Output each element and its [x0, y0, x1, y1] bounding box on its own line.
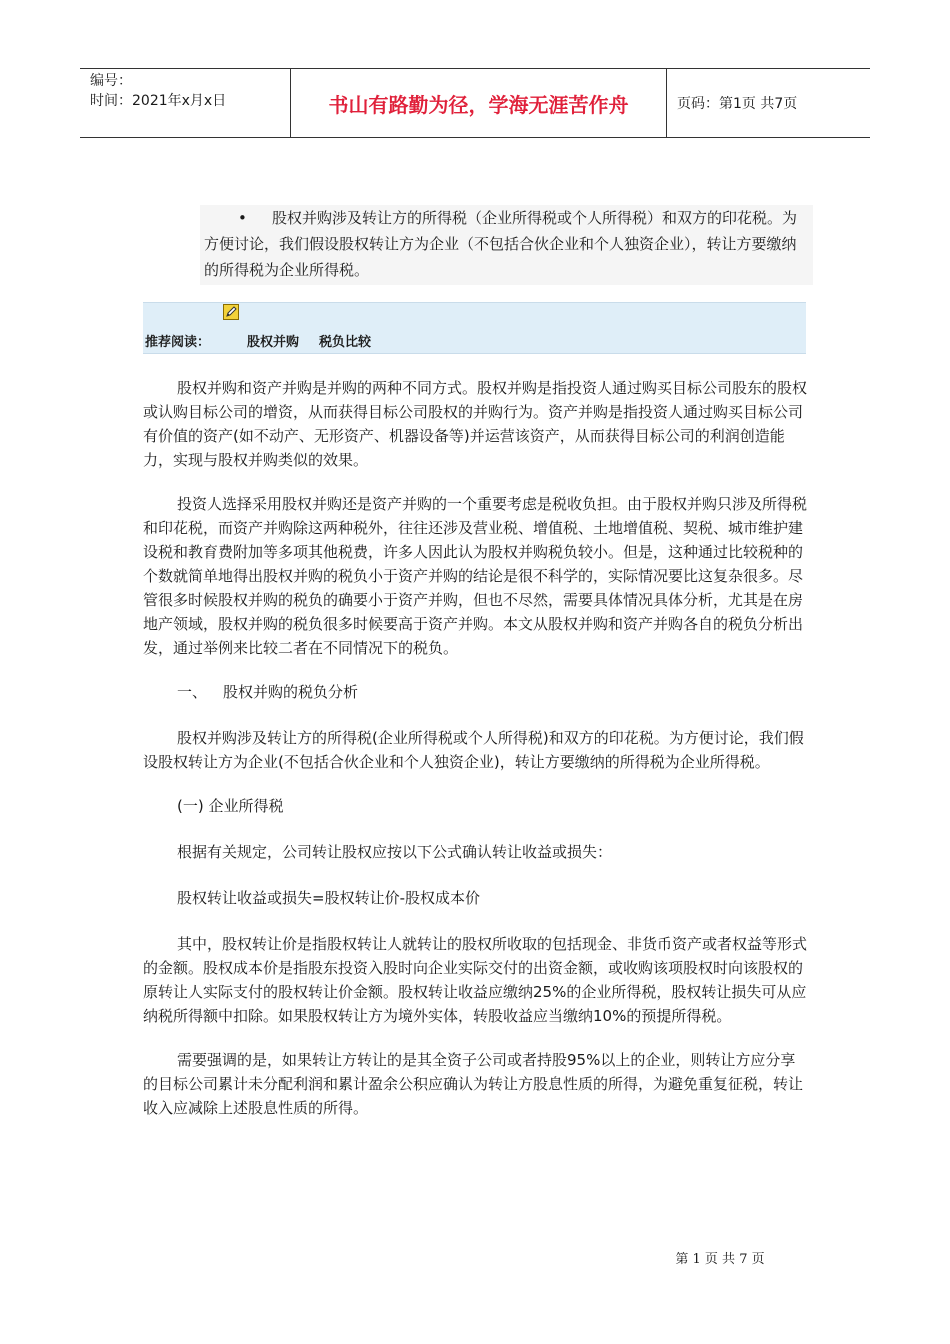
recommended-reading-bar [143, 302, 806, 354]
pencil-icon[interactable] [223, 304, 239, 320]
article-body [143, 376, 808, 1140]
paragraph-definitions: 其中，股权转让价是指股权转让人就转让的股权所收取的包括现金、非货币资产或者权益等形式的金额。股权成本价是指股东投资入股时向企业实际交付的出资金额，或收购该项股权时向该股权的原转让人实际支付的股权转让价金额。股权转让收益应缴纳25%的企业所得税，股权转让损失可从应纳税所得额中扣除。如果股权转让方为境外实体，转股收益应当缴纳10%的预提所得税。 [143, 935, 808, 1025]
recommended-label: 推荐阅读： [145, 335, 211, 350]
paragraph-rule: 根据有关规定，公司转让股权应按以下公式确认转让收益或损失： [177, 843, 613, 861]
bullet-symbol: • [238, 209, 247, 227]
footer-page-number: 第 1 页 共 7 页 [675, 1252, 765, 1267]
paragraph-formula: 股权转让收益或损失=股权转让价-股权成本价 [177, 889, 480, 907]
header-page-label: 页码：第1页 共7页 [677, 96, 798, 112]
paragraph-equity-taxes: 股权并购涉及转让方的所得税(企业所得税或个人所得税)和双方的印花税。为方便讨论，我们假设股权转让方为企业(不包括合伙企业和个人独资企业)，转让方要缴纳的所得税为企业所得税。 [143, 729, 804, 771]
recommended-link-tax-comparison[interactable]: 税负比较 [319, 335, 372, 350]
recommended-link-equity-mna[interactable]: 股权并购 [247, 335, 300, 350]
section-title: 股权并购的税负分析 [223, 683, 359, 701]
paragraph-intro: 股权并购和资产并购是并购的两种不同方式。股权并购是指投资人通过购买目标公司股东的股权或认购目标公司的增资，从而获得目标公司股权的并购行为。资产并购是指投资人通过购买目标公司有价值的资产(如不动产、无形资产、机器设备等)并运营该资产，从而获得目标公司的利润创造能力，实现与股权并购类似的效果。 [143, 379, 808, 469]
page-footer [0, 1248, 950, 1267]
paragraph-emphasis: 需要强调的是，如果转让方转让的是其全资子公司或者持股95%以上的企业，则转让方应分享的目标公司累计未分配利润和累计盈余公积应确认为转让方股息性质的所得，为避免重复征税，转让收入应减除上述股息性质的所得。 [143, 1051, 804, 1117]
paragraph-tax-burden: 投资人选择采用股权并购还是资产并购的一个重要考虑是税收负担。由于股权并购只涉及所得税和印花税，而资产并购除这两种税外，往往还涉及营业税、增值税、土地增值税、契税、城市维护建设税和教育费附加等多项其他税费，许多人因此认为股权并购税负较小。但是，这种通过比较税种的个数就简单地得出股权并购的税负小于资产并购的结论是很不科学的，实际情况要比这复杂很多。尽管很多时候股权并购的税负的确要小于资产并购，但也不尽然，需要具体情况具体分析，尤其是在房地产领域，股权并购的税负很多时候要高于资产并购。本文从股权并购和资产并购各自的税负分析出发，通过举例来比较二者在不同情况下的税负。 [143, 495, 808, 657]
section-heading-1 [143, 680, 808, 704]
header-motto: 书山有路勤为径，学海无涯苦作舟 [291, 69, 667, 137]
bullet-text: 股权并购涉及转让方的所得税（企业所得税或个人所得税）和双方的印花税。为方便讨论，我们假设股权转让方为企业（不包括合伙企业和个人独资企业），转让方要缴纳的所得税为企业所得税。 [204, 209, 798, 279]
number-label: 编号： [90, 73, 132, 89]
section-number: 一、 [177, 683, 208, 701]
time-label: 时间：2021年x月x日 [90, 93, 227, 109]
header-meta [80, 69, 291, 137]
page-header [80, 68, 870, 138]
bullet-summary [200, 205, 813, 285]
subsection-heading-1: (一) 企业所得税 [177, 797, 284, 815]
